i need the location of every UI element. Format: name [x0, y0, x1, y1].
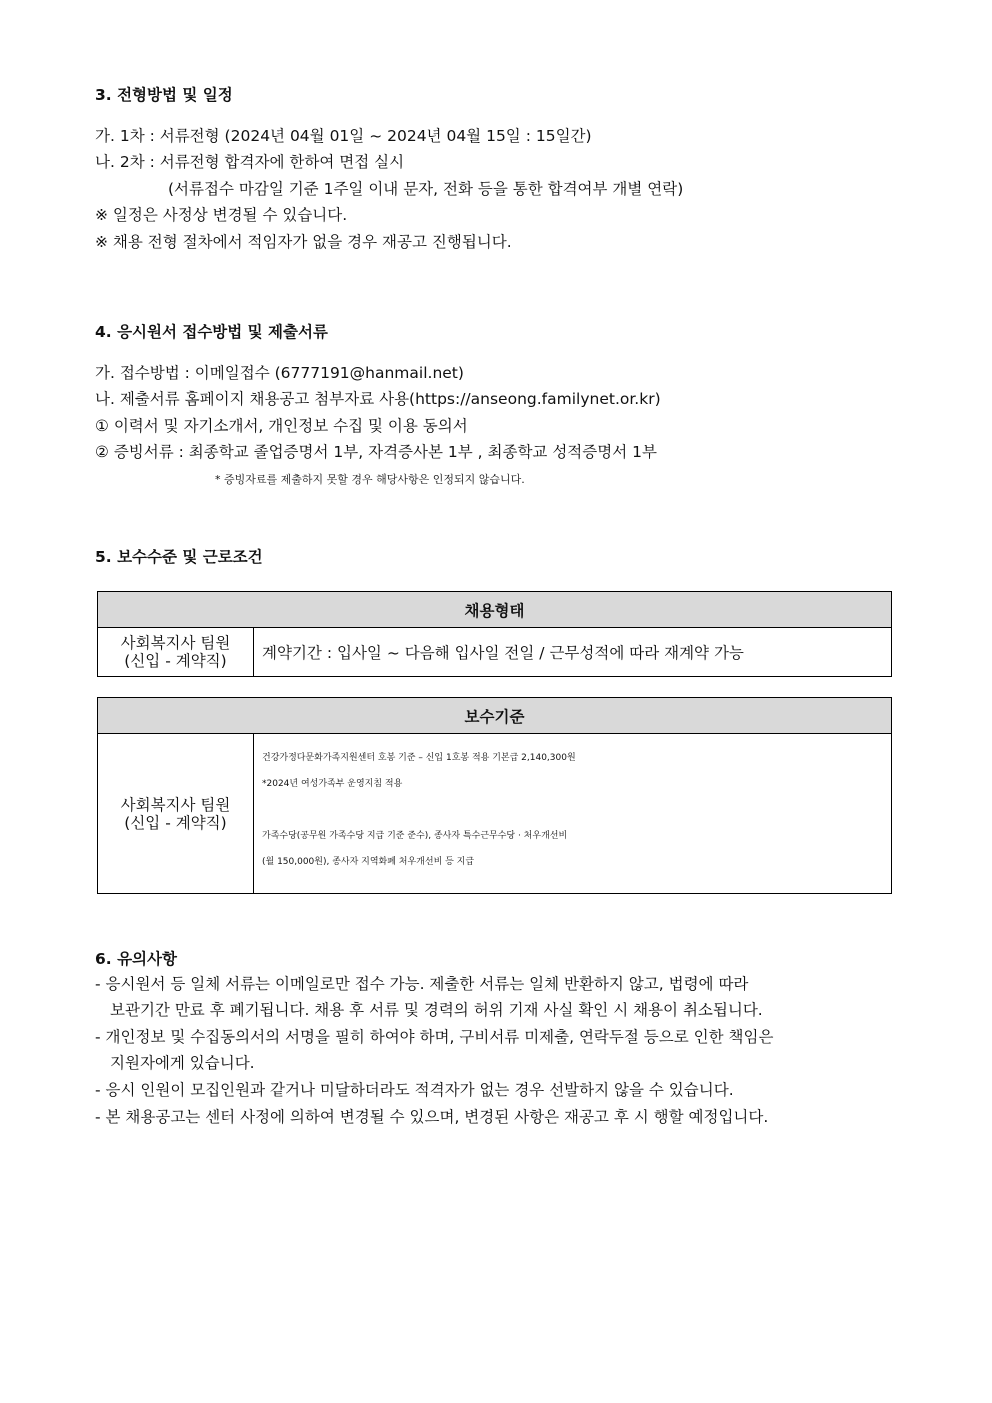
section6-line: - 응시 인원이 모집인원과 같거나 미달하더라도 적격자가 없는 경우 선발하지 않을 수 있습니다. — [95, 1081, 734, 1099]
section3-line: (서류접수 마감일 기준 1주일 이내 문자, 전화 등을 통한 합격여부 개별 연락) — [168, 180, 684, 198]
table-header: 보수기준 — [98, 698, 892, 734]
section4-line: ① 이력서 및 자기소개서, 개인정보 수집 및 이용 동의서 — [95, 417, 468, 435]
section6-line: 보관기간 만료 후 폐기됩니다. 채용 후 서류 및 경력의 허위 기재 사실 확인 시 채용이 취소됩니다. — [110, 1001, 763, 1019]
position-label — [98, 628, 254, 677]
section4-line: ② 증빙서류 : 최종학교 졸업증명서 1부, 자격증사본 1부 , 최종학교 성적증명서 1부 — [95, 443, 657, 461]
section6-line: - 본 채용공고는 센터 사정에 의하여 변경될 수 있으며, 변경된 사항은 재공고 후 시 행할 예정입니다. — [95, 1108, 769, 1126]
position-label-line2: (신입 - 계약직) — [124, 813, 227, 832]
section3-line: ※ 일정은 사정상 변경될 수 있습니다. — [95, 206, 348, 224]
section6-line: 지원자에게 있습니다. — [110, 1054, 255, 1072]
section4-heading: 4. 응시원서 접수방법 및 제출서류 — [95, 323, 328, 341]
section4-line: 가. 접수방법 : 이메일접수 (6777191@hanmail.net) — [95, 364, 464, 382]
section6-line: - 응시원서 등 일체 서류는 이메일로만 접수 가능. 제출한 서류는 일체 반환하지 않고, 법령에 따라 — [95, 975, 749, 993]
position-label — [98, 734, 254, 894]
pay-line: *2024년 여성가족부 운영지침 적용 — [262, 779, 403, 789]
position-label-line1: 사회복지사 팀원 — [120, 634, 231, 652]
section3-line: ※ 채용 전형 절차에서 적임자가 없을 경우 재공고 진행됩니다. — [95, 233, 512, 251]
section4-note: * 증빙자료를 제출하지 못할 경우 해당사항은 인정되지 않습니다. — [215, 473, 525, 486]
section6-line: - 개인정보 및 수집동의서의 서명을 필히 하여야 하며, 구비서류 미제출, 연락두절 등으로 인한 책임은 — [95, 1028, 774, 1046]
pay-line: (월 150,000원), 종사자 지역화폐 처우개선비 등 지급 — [262, 857, 475, 867]
pay-standard-text — [254, 734, 892, 894]
table-header: 채용형태 — [98, 592, 892, 628]
pay-spacer — [262, 797, 891, 823]
section3-heading: 3. 전형방법 및 일정 — [95, 86, 233, 104]
section4-line: 나. 제출서류 홈페이지 채용공고 첨부자료 사용(https://anseong.familynet.or.kr) — [95, 390, 661, 408]
section5-heading: 5. 보수수준 및 근로조건 — [95, 548, 263, 566]
section3-line: 가. 1차 : 서류전형 (2024년 04월 01일 ~ 2024년 04월 15일 : 15일간) — [95, 127, 592, 145]
pay-line: 가족수당(공무원 가족수당 지급 기준 준수), 종사자 특수근무수당 · 처우개선비 — [262, 831, 568, 841]
employment-type-table — [97, 591, 892, 677]
position-label-line2: (신입 - 계약직) — [124, 652, 227, 670]
position-label-line1: 사회복지사 팀원 — [120, 795, 231, 814]
section3-line: 나. 2차 : 서류전형 합격자에 한하여 면접 실시 — [95, 153, 405, 171]
contract-term-text: 계약기간 : 입사일 ~ 다음해 입사일 전일 / 근무성적에 따라 재계약 가능 — [254, 628, 892, 677]
section6-heading: 6. 유의사항 — [95, 950, 177, 968]
pay-line: 건강가정다문화가족지원센터 호봉 기준 – 신입 1호봉 적용 기본급 2,140,300원 — [262, 753, 576, 763]
pay-standard-table — [97, 697, 892, 894]
